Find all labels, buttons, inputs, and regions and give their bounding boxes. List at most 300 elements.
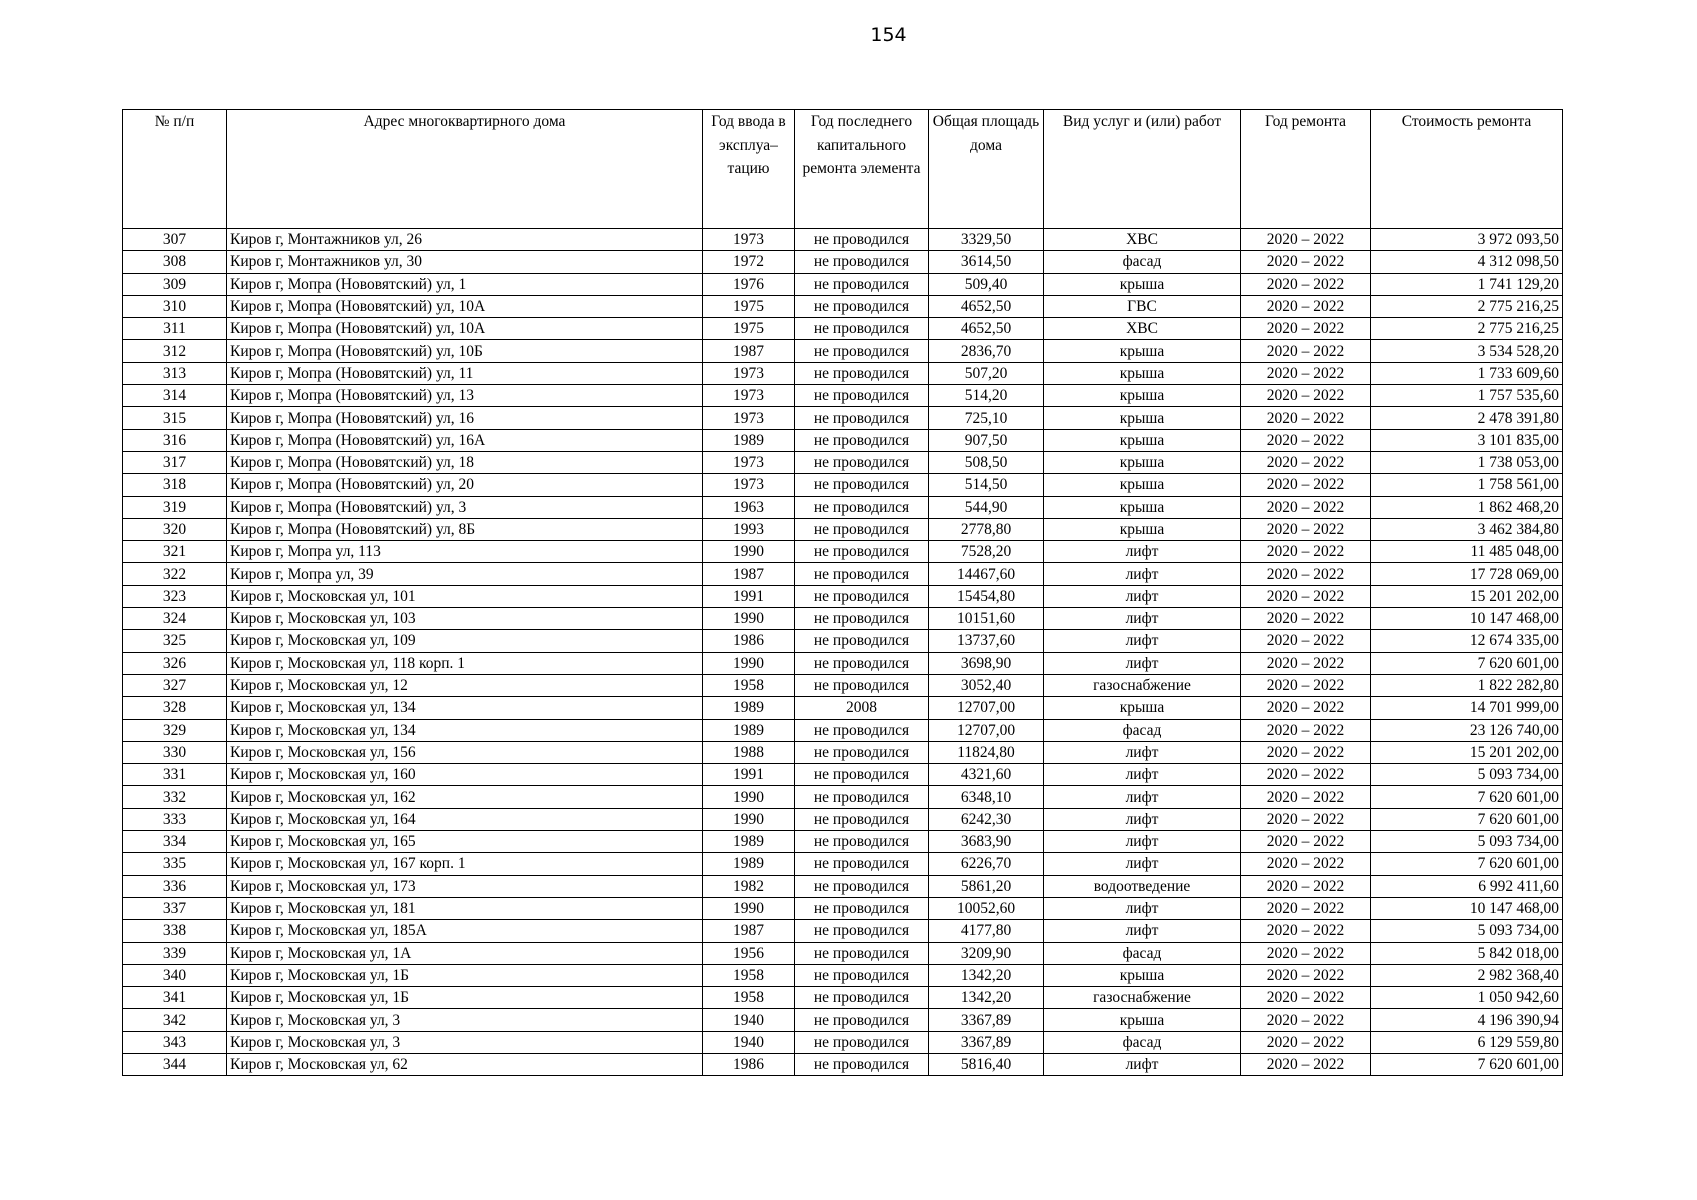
cell-last-repair-year: не проводился [795, 541, 929, 563]
cell-repair-year: 2020 – 2022 [1241, 786, 1371, 808]
cell-repair-cost: 7 620 601,00 [1371, 853, 1563, 875]
cell-total-area: 7528,20 [929, 541, 1044, 563]
cell-service-type: ХВС [1044, 229, 1241, 251]
cell-repair-cost: 7 620 601,00 [1371, 1053, 1563, 1075]
cell-repair-cost: 2 775 216,25 [1371, 318, 1563, 340]
cell-last-repair-year: не проводился [795, 942, 929, 964]
cell-repair-cost: 2 982 368,40 [1371, 964, 1563, 986]
cell-repair-cost: 7 620 601,00 [1371, 808, 1563, 830]
cell-row-number: 337 [123, 897, 227, 919]
table-row [123, 786, 1563, 808]
cell-repair-year: 2020 – 2022 [1241, 518, 1371, 540]
cell-repair-cost: 1 862 468,20 [1371, 496, 1563, 518]
cell-row-number: 322 [123, 563, 227, 585]
cell-commission-year: 1958 [703, 674, 795, 696]
table-row [123, 987, 1563, 1009]
cell-total-area: 12707,00 [929, 697, 1044, 719]
cell-row-number: 314 [123, 385, 227, 407]
table-row [123, 897, 1563, 919]
cell-commission-year: 1958 [703, 987, 795, 1009]
cell-repair-year: 2020 – 2022 [1241, 808, 1371, 830]
cell-row-number: 334 [123, 831, 227, 853]
repair-registry-table [122, 109, 1563, 1076]
cell-commission-year: 1975 [703, 295, 795, 317]
table-row [123, 741, 1563, 763]
cell-commission-year: 1989 [703, 697, 795, 719]
cell-row-number: 328 [123, 697, 227, 719]
cell-row-number: 312 [123, 340, 227, 362]
cell-service-type: лифт [1044, 608, 1241, 630]
table-row [123, 451, 1563, 473]
cell-commission-year: 1973 [703, 362, 795, 384]
table-row [123, 429, 1563, 451]
cell-repair-year: 2020 – 2022 [1241, 630, 1371, 652]
table-row [123, 229, 1563, 251]
cell-row-number: 338 [123, 920, 227, 942]
table-row [123, 1053, 1563, 1075]
cell-last-repair-year: не проводился [795, 630, 929, 652]
cell-service-type: лифт [1044, 541, 1241, 563]
cell-service-type: лифт [1044, 585, 1241, 607]
table-row [123, 853, 1563, 875]
cell-address: Киров г, Мопра (Нововятский) ул, 16 [227, 407, 703, 429]
cell-total-area: 4652,50 [929, 318, 1044, 340]
cell-last-repair-year: не проводился [795, 1053, 929, 1075]
cell-address: Киров г, Мопра (Нововятский) ул, 8Б [227, 518, 703, 540]
cell-commission-year: 1986 [703, 1053, 795, 1075]
cell-row-number: 343 [123, 1031, 227, 1053]
cell-last-repair-year: не проводился [795, 295, 929, 317]
cell-address: Киров г, Московская ул, 167 корп. 1 [227, 853, 703, 875]
cell-address: Киров г, Мопра (Нововятский) ул, 10А [227, 318, 703, 340]
cell-row-number: 335 [123, 853, 227, 875]
cell-row-number: 317 [123, 451, 227, 473]
cell-commission-year: 1989 [703, 853, 795, 875]
cell-total-area: 4652,50 [929, 295, 1044, 317]
cell-address: Киров г, Мопра ул, 39 [227, 563, 703, 585]
cell-repair-year: 2020 – 2022 [1241, 229, 1371, 251]
cell-commission-year: 1987 [703, 563, 795, 585]
cell-total-area: 11824,80 [929, 741, 1044, 763]
cell-service-type: крыша [1044, 964, 1241, 986]
cell-commission-year: 1973 [703, 385, 795, 407]
column-header-service-type: Вид услуг и (или) работ [1044, 110, 1241, 229]
cell-repair-cost: 10 147 468,00 [1371, 897, 1563, 919]
cell-last-repair-year: не проводился [795, 563, 929, 585]
cell-last-repair-year: не проводился [795, 875, 929, 897]
cell-commission-year: 1975 [703, 318, 795, 340]
cell-total-area: 12707,00 [929, 719, 1044, 741]
table-row [123, 362, 1563, 384]
cell-service-type: лифт [1044, 831, 1241, 853]
cell-repair-year: 2020 – 2022 [1241, 897, 1371, 919]
cell-service-type: крыша [1044, 340, 1241, 362]
column-header-total-area: Общая площадь дома [929, 110, 1044, 229]
cell-row-number: 326 [123, 652, 227, 674]
cell-repair-year: 2020 – 2022 [1241, 563, 1371, 585]
cell-service-type: фасад [1044, 942, 1241, 964]
cell-row-number: 339 [123, 942, 227, 964]
cell-address: Киров г, Мопра (Нововятский) ул, 10А [227, 295, 703, 317]
cell-last-repair-year: не проводился [795, 741, 929, 763]
cell-repair-year: 2020 – 2022 [1241, 764, 1371, 786]
cell-service-type: крыша [1044, 429, 1241, 451]
cell-repair-cost: 5 093 734,00 [1371, 831, 1563, 853]
cell-total-area: 4321,60 [929, 764, 1044, 786]
cell-repair-year: 2020 – 2022 [1241, 474, 1371, 496]
cell-row-number: 331 [123, 764, 227, 786]
cell-row-number: 344 [123, 1053, 227, 1075]
cell-repair-cost: 2 478 391,80 [1371, 407, 1563, 429]
cell-row-number: 320 [123, 518, 227, 540]
cell-repair-cost: 10 147 468,00 [1371, 608, 1563, 630]
cell-repair-cost: 3 972 093,50 [1371, 229, 1563, 251]
cell-commission-year: 1956 [703, 942, 795, 964]
cell-address: Киров г, Московская ул, 1Б [227, 964, 703, 986]
cell-repair-year: 2020 – 2022 [1241, 608, 1371, 630]
table-row [123, 518, 1563, 540]
cell-service-type: газоснабжение [1044, 987, 1241, 1009]
cell-repair-year: 2020 – 2022 [1241, 853, 1371, 875]
cell-total-area: 14467,60 [929, 563, 1044, 585]
cell-address: Киров г, Монтажников ул, 26 [227, 229, 703, 251]
cell-repair-cost: 6 129 559,80 [1371, 1031, 1563, 1053]
cell-service-type: крыша [1044, 496, 1241, 518]
cell-commission-year: 1987 [703, 920, 795, 942]
column-header-commission-year: Год ввода в эксплуа–тацию [703, 110, 795, 229]
table-row [123, 875, 1563, 897]
cell-repair-cost: 3 534 528,20 [1371, 340, 1563, 362]
cell-address: Киров г, Московская ул, 101 [227, 585, 703, 607]
cell-repair-cost: 3 462 384,80 [1371, 518, 1563, 540]
cell-row-number: 325 [123, 630, 227, 652]
cell-last-repair-year: не проводился [795, 608, 929, 630]
cell-total-area: 6242,30 [929, 808, 1044, 830]
cell-address: Киров г, Мопра (Нововятский) ул, 3 [227, 496, 703, 518]
cell-total-area: 514,20 [929, 385, 1044, 407]
cell-last-repair-year: не проводился [795, 987, 929, 1009]
cell-last-repair-year: не проводился [795, 229, 929, 251]
cell-row-number: 341 [123, 987, 227, 1009]
cell-repair-year: 2020 – 2022 [1241, 251, 1371, 273]
cell-total-area: 3052,40 [929, 674, 1044, 696]
cell-repair-year: 2020 – 2022 [1241, 1053, 1371, 1075]
cell-commission-year: 1988 [703, 741, 795, 763]
cell-commission-year: 1991 [703, 585, 795, 607]
cell-address: Киров г, Мопра (Нововятский) ул, 16А [227, 429, 703, 451]
table-row [123, 251, 1563, 273]
cell-total-area: 507,20 [929, 362, 1044, 384]
cell-total-area: 1342,20 [929, 987, 1044, 1009]
cell-repair-cost: 14 701 999,00 [1371, 697, 1563, 719]
cell-commission-year: 1990 [703, 541, 795, 563]
cell-address: Киров г, Московская ул, 134 [227, 719, 703, 741]
cell-total-area: 3209,90 [929, 942, 1044, 964]
cell-address: Киров г, Московская ул, 160 [227, 764, 703, 786]
table-row [123, 340, 1563, 362]
table-row [123, 1009, 1563, 1031]
cell-repair-year: 2020 – 2022 [1241, 295, 1371, 317]
cell-commission-year: 1990 [703, 808, 795, 830]
cell-address: Киров г, Мопра ул, 113 [227, 541, 703, 563]
cell-service-type: крыша [1044, 518, 1241, 540]
cell-total-area: 3329,50 [929, 229, 1044, 251]
cell-last-repair-year: не проводился [795, 251, 929, 273]
cell-service-type: газоснабжение [1044, 674, 1241, 696]
cell-last-repair-year: не проводился [795, 451, 929, 473]
cell-repair-year: 2020 – 2022 [1241, 362, 1371, 384]
cell-address: Киров г, Московская ул, 162 [227, 786, 703, 808]
cell-repair-cost: 7 620 601,00 [1371, 786, 1563, 808]
cell-last-repair-year: не проводился [795, 831, 929, 853]
column-header-repair-year: Год ремонта [1241, 110, 1371, 229]
cell-row-number: 330 [123, 741, 227, 763]
cell-row-number: 340 [123, 964, 227, 986]
column-header-repair-cost: Стоимость ремонта [1371, 110, 1563, 229]
cell-address: Киров г, Мопра (Нововятский) ул, 10Б [227, 340, 703, 362]
cell-last-repair-year: не проводился [795, 585, 929, 607]
cell-address: Киров г, Московская ул, 1Б [227, 987, 703, 1009]
cell-service-type: крыша [1044, 451, 1241, 473]
cell-last-repair-year: не проводился [795, 808, 929, 830]
cell-repair-cost: 7 620 601,00 [1371, 652, 1563, 674]
cell-total-area: 4177,80 [929, 920, 1044, 942]
cell-repair-year: 2020 – 2022 [1241, 831, 1371, 853]
cell-total-area: 2778,80 [929, 518, 1044, 540]
table-row [123, 942, 1563, 964]
cell-service-type: фасад [1044, 1031, 1241, 1053]
cell-service-type: лифт [1044, 652, 1241, 674]
cell-total-area: 907,50 [929, 429, 1044, 451]
cell-commission-year: 1989 [703, 429, 795, 451]
cell-row-number: 324 [123, 608, 227, 630]
cell-address: Киров г, Московская ул, 1А [227, 942, 703, 964]
cell-service-type: фасад [1044, 251, 1241, 273]
cell-row-number: 329 [123, 719, 227, 741]
cell-service-type: лифт [1044, 764, 1241, 786]
cell-total-area: 13737,60 [929, 630, 1044, 652]
cell-commission-year: 1973 [703, 451, 795, 473]
cell-repair-year: 2020 – 2022 [1241, 920, 1371, 942]
cell-repair-year: 2020 – 2022 [1241, 451, 1371, 473]
cell-service-type: крыша [1044, 407, 1241, 429]
cell-service-type: ГВС [1044, 295, 1241, 317]
cell-repair-cost: 6 992 411,60 [1371, 875, 1563, 897]
cell-repair-year: 2020 – 2022 [1241, 942, 1371, 964]
table-row [123, 764, 1563, 786]
table-row [123, 652, 1563, 674]
table-row [123, 585, 1563, 607]
cell-service-type: крыша [1044, 1009, 1241, 1031]
cell-row-number: 327 [123, 674, 227, 696]
cell-commission-year: 1982 [703, 875, 795, 897]
table-row [123, 674, 1563, 696]
cell-service-type: крыша [1044, 474, 1241, 496]
cell-last-repair-year: не проводился [795, 786, 929, 808]
cell-address: Киров г, Московская ул, 181 [227, 897, 703, 919]
cell-repair-cost: 1 733 609,60 [1371, 362, 1563, 384]
cell-commission-year: 1989 [703, 831, 795, 853]
cell-service-type: водоотведение [1044, 875, 1241, 897]
cell-service-type: фасад [1044, 719, 1241, 741]
cell-row-number: 309 [123, 273, 227, 295]
column-header-number: № п/п [123, 110, 227, 229]
cell-row-number: 316 [123, 429, 227, 451]
cell-commission-year: 1987 [703, 340, 795, 362]
table-row [123, 318, 1563, 340]
cell-address: Киров г, Мопра (Нововятский) ул, 20 [227, 474, 703, 496]
cell-last-repair-year: не проводился [795, 340, 929, 362]
cell-row-number: 307 [123, 229, 227, 251]
cell-address: Киров г, Мопра (Нововятский) ул, 1 [227, 273, 703, 295]
cell-last-repair-year: не проводился [795, 853, 929, 875]
cell-repair-cost: 5 093 734,00 [1371, 920, 1563, 942]
cell-service-type: лифт [1044, 1053, 1241, 1075]
cell-repair-year: 2020 – 2022 [1241, 1009, 1371, 1031]
cell-address: Киров г, Мопра (Нововятский) ул, 13 [227, 385, 703, 407]
cell-last-repair-year: не проводился [795, 920, 929, 942]
column-header-last-repair-year: Год последнего капитального ремонта элемента [795, 110, 929, 229]
cell-total-area: 3367,89 [929, 1031, 1044, 1053]
table-row [123, 541, 1563, 563]
cell-repair-cost: 11 485 048,00 [1371, 541, 1563, 563]
table-row [123, 385, 1563, 407]
cell-address: Киров г, Московская ул, 62 [227, 1053, 703, 1075]
cell-address: Киров г, Московская ул, 109 [227, 630, 703, 652]
cell-repair-cost: 5 093 734,00 [1371, 764, 1563, 786]
cell-total-area: 544,90 [929, 496, 1044, 518]
cell-commission-year: 1973 [703, 229, 795, 251]
cell-commission-year: 1991 [703, 764, 795, 786]
cell-total-area: 6348,10 [929, 786, 1044, 808]
cell-repair-year: 2020 – 2022 [1241, 340, 1371, 362]
table-row [123, 474, 1563, 496]
cell-repair-year: 2020 – 2022 [1241, 875, 1371, 897]
cell-row-number: 313 [123, 362, 227, 384]
cell-repair-year: 2020 – 2022 [1241, 741, 1371, 763]
cell-last-repair-year: не проводился [795, 496, 929, 518]
cell-last-repair-year: не проводился [795, 764, 929, 786]
cell-commission-year: 1986 [703, 630, 795, 652]
cell-total-area: 10151,60 [929, 608, 1044, 630]
cell-row-number: 323 [123, 585, 227, 607]
cell-service-type: лифт [1044, 808, 1241, 830]
cell-repair-cost: 1 757 535,60 [1371, 385, 1563, 407]
cell-last-repair-year: не проводился [795, 897, 929, 919]
table-row [123, 697, 1563, 719]
cell-repair-cost: 17 728 069,00 [1371, 563, 1563, 585]
cell-repair-cost: 12 674 335,00 [1371, 630, 1563, 652]
cell-address: Киров г, Московская ул, 185А [227, 920, 703, 942]
table-row [123, 831, 1563, 853]
cell-address: Киров г, Монтажников ул, 30 [227, 251, 703, 273]
cell-repair-year: 2020 – 2022 [1241, 496, 1371, 518]
cell-repair-year: 2020 – 2022 [1241, 585, 1371, 607]
cell-service-type: крыша [1044, 697, 1241, 719]
table-row [123, 407, 1563, 429]
table-row [123, 295, 1563, 317]
table-row [123, 563, 1563, 585]
cell-service-type: лифт [1044, 920, 1241, 942]
cell-row-number: 333 [123, 808, 227, 830]
cell-service-type: лифт [1044, 853, 1241, 875]
cell-total-area: 3698,90 [929, 652, 1044, 674]
cell-last-repair-year: не проводился [795, 674, 929, 696]
cell-commission-year: 1940 [703, 1009, 795, 1031]
table-row [123, 920, 1563, 942]
table-row [123, 273, 1563, 295]
cell-repair-year: 2020 – 2022 [1241, 697, 1371, 719]
cell-repair-cost: 3 101 835,00 [1371, 429, 1563, 451]
cell-address: Киров г, Мопра (Нововятский) ул, 11 [227, 362, 703, 384]
cell-last-repair-year: не проводился [795, 1009, 929, 1031]
cell-repair-year: 2020 – 2022 [1241, 719, 1371, 741]
table-row [123, 1031, 1563, 1053]
cell-last-repair-year: не проводился [795, 429, 929, 451]
table-header-row [123, 110, 1563, 229]
cell-repair-year: 2020 – 2022 [1241, 318, 1371, 340]
cell-last-repair-year: не проводился [795, 318, 929, 340]
cell-last-repair-year: 2008 [795, 697, 929, 719]
cell-commission-year: 1989 [703, 719, 795, 741]
cell-commission-year: 1972 [703, 251, 795, 273]
cell-service-type: лифт [1044, 563, 1241, 585]
cell-row-number: 336 [123, 875, 227, 897]
cell-address: Киров г, Московская ул, 134 [227, 697, 703, 719]
cell-repair-year: 2020 – 2022 [1241, 273, 1371, 295]
cell-repair-cost: 1 738 053,00 [1371, 451, 1563, 473]
cell-repair-cost: 15 201 202,00 [1371, 585, 1563, 607]
cell-repair-cost: 23 126 740,00 [1371, 719, 1563, 741]
cell-address: Киров г, Московская ул, 118 корп. 1 [227, 652, 703, 674]
table-row [123, 719, 1563, 741]
cell-repair-year: 2020 – 2022 [1241, 1031, 1371, 1053]
cell-commission-year: 1993 [703, 518, 795, 540]
cell-service-type: крыша [1044, 273, 1241, 295]
cell-repair-year: 2020 – 2022 [1241, 407, 1371, 429]
cell-address: Киров г, Московская ул, 156 [227, 741, 703, 763]
cell-repair-year: 2020 – 2022 [1241, 987, 1371, 1009]
cell-commission-year: 1990 [703, 786, 795, 808]
cell-repair-year: 2020 – 2022 [1241, 964, 1371, 986]
cell-total-area: 15454,80 [929, 585, 1044, 607]
cell-address: Киров г, Мопра (Нововятский) ул, 18 [227, 451, 703, 473]
cell-total-area: 5861,20 [929, 875, 1044, 897]
cell-total-area: 725,10 [929, 407, 1044, 429]
cell-service-type: лифт [1044, 741, 1241, 763]
cell-address: Киров г, Московская ул, 3 [227, 1009, 703, 1031]
cell-repair-cost: 4 312 098,50 [1371, 251, 1563, 273]
cell-commission-year: 1973 [703, 407, 795, 429]
cell-address: Киров г, Московская ул, 165 [227, 831, 703, 853]
cell-repair-cost: 4 196 390,94 [1371, 1009, 1563, 1031]
cell-commission-year: 1958 [703, 964, 795, 986]
cell-service-type: ХВС [1044, 318, 1241, 340]
cell-row-number: 318 [123, 474, 227, 496]
cell-last-repair-year: не проводился [795, 474, 929, 496]
cell-repair-cost: 1 050 942,60 [1371, 987, 1563, 1009]
cell-total-area: 10052,60 [929, 897, 1044, 919]
cell-commission-year: 1976 [703, 273, 795, 295]
cell-total-area: 3683,90 [929, 831, 1044, 853]
table-row [123, 964, 1563, 986]
cell-row-number: 315 [123, 407, 227, 429]
cell-last-repair-year: не проводился [795, 719, 929, 741]
cell-commission-year: 1940 [703, 1031, 795, 1053]
cell-total-area: 2836,70 [929, 340, 1044, 362]
table-row [123, 608, 1563, 630]
cell-total-area: 5816,40 [929, 1053, 1044, 1075]
